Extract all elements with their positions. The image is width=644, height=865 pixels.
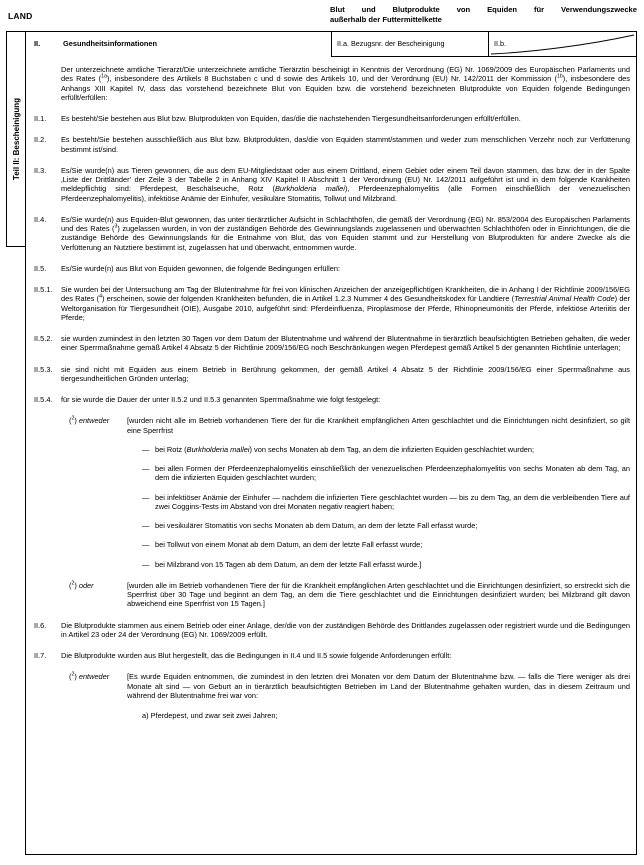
item-ii3 xyxy=(34,166,630,203)
health-info-header-cell xyxy=(26,32,331,57)
dash: — xyxy=(142,540,150,550)
part-ii-sidebar xyxy=(6,31,26,247)
option-intro: [wurden nicht alle im Betrieb vorhandenen Tiere der für die Krankheit empfänglichen Arten geschlachtet und die Einrichtungen nicht desinfiziert, so gilt eine Sperrfrist xyxy=(127,416,630,435)
country-label: LAND xyxy=(8,11,33,21)
option-oder-1 xyxy=(69,581,630,609)
option-label: ($^2$) entweder xyxy=(69,415,110,426)
reference-number-field: II.a. Bezugsnr. der Bescheinigung xyxy=(331,32,488,57)
footnote-4: 4 xyxy=(99,293,102,300)
option-text xyxy=(127,416,630,569)
item-ii7 xyxy=(34,651,630,660)
item-ii52 xyxy=(34,334,630,353)
option-text: [Es wurde Equiden entnommen, die zumindest in den letzten drei Monaten vor dem Datum der Blutentnahme bzw. — falls die Tiere weniger als drei Monate alt sind — von Geburt an in tierärztlich beaufsichtigten Betrieben im Land der Blutentnahme gehalten wurden, das in diesem Zeitraum und während der Blutentnahme frei war von: a) Pferdepest, und zwar seit zwei Jahren; xyxy=(127,672,630,720)
iib-label: II.b. xyxy=(494,39,506,48)
dash: — xyxy=(142,492,150,502)
footnote-2: 2 xyxy=(71,415,75,422)
item-text: sie wurden zumindest in den letzten 30 Tagen vor dem Datum der Blutentnahme und während der Blutentnahme in tierärztlich beaufsichtigten Betrieben gehalten, die weder einer Sperrmaßnahme gemäß Artikel 4 Absatz 5 der Richtlinie 2009/156/EG noch Beschränkungen wegen Pferdepest gemäß Artikel 5 der genannten Richtlinie unterlagen; xyxy=(61,334,630,353)
footnote-1b: 1b xyxy=(556,73,563,80)
part-ii-label: Teil II: Bescheinigung xyxy=(11,97,21,181)
document-title-line1: Blut und Blutprodukte von Equiden für Verwendungszwecke xyxy=(330,5,637,14)
option-label: ($^2$) oder xyxy=(69,580,94,590)
section-number: II. xyxy=(34,39,41,48)
item-number: II.6. xyxy=(34,620,47,630)
option-text: [wurden alle im Betrieb vorhandenen Tiere der für die Krankheit empfänglichen Arten geschlachtet und die Einrichtungen desinfiziert, so erstreckt sich die Sperrfrist über 30 Tage und beginnt an dem Tag, an dem die Tiere geschlachtet und die Einrichtungen desinfiziert wurden; bei Milzbrand gilt davon abweichend eine Sperrfrist von 15 Tagen.] xyxy=(127,580,630,609)
strike-through-line xyxy=(489,32,636,56)
iib-field xyxy=(488,32,636,57)
bullet-tollwut: — bei Tollwut von einem Monat ab dem Datum, an dem der letzte Fall erfasst wurde; xyxy=(142,540,423,550)
item-number: II.3. xyxy=(34,165,47,175)
item-ii6 xyxy=(34,621,630,640)
document-title-line2: außerhalb der Futtermittelkette xyxy=(330,15,442,25)
footnote-2: 2 xyxy=(71,580,75,587)
item-text: für sie wurde die Dauer der unter II.5.2 und II.5.3 genannten Sperrmaßnahme wie folgt festgelegt: xyxy=(61,395,381,404)
item-text: Es besteht/Sie bestehen ausschließlich aus Blut bzw. Blutprodukten, das/die von Equiden stammt/stammen und weder zum menschlichen Verzehr noch zur Verfütterung bestimmt ist/sind. xyxy=(61,135,630,154)
dash: — xyxy=(142,521,150,530)
item-text: Es besteht/Sie bestehen aus Blut bzw. Blutprodukten von Equiden, das/die die nachstehenden Tiergesundheitsanforderungen erfüllt/erfüllen. xyxy=(61,114,521,123)
dash: — xyxy=(142,559,150,569)
option-entweder-1 xyxy=(69,416,630,569)
option-entweder-2 xyxy=(69,672,630,720)
bullet-stomatitis: — bei vesikulärer Stomatitis von sechs Monaten ab dem Datum, an dem der letzte Fall erfasst wurde; xyxy=(142,521,478,530)
option-label: ($^2$) entweder xyxy=(69,671,110,682)
table-header-row xyxy=(26,32,636,57)
item-number: II.5.2. xyxy=(34,334,53,343)
item-ii54 xyxy=(34,395,630,404)
dash: — xyxy=(142,464,150,473)
item-number: II.2. xyxy=(34,135,47,145)
item-text: Sie wurden bei der Untersuchung am Tag der Blutentnahme für frei von klinischen Anzeichen der anzeigepflichtigen Krankheiten, die in Anhang I der Richtlinie 2009/156/EG des Rates ($^4$) erscheinen, sowie der folgenden Krankheiten befunden, die in Artikel 1.2.3 Nummer 4 des Gesundheitskodex für Landtiere (Terrestrial Animal Health Code) der Weltorganisation für Tiergesundheit (OIE), Ausgabe 2010, aufgeführt sind: Pferdeinfluenza, Piroplasmose der Pferde, Rhinopneumonitis der Pferde, infektiöse Arteriitis der Pferde; xyxy=(61,285,631,322)
item-ii2 xyxy=(34,135,630,154)
item-number: II.5.4. xyxy=(34,395,53,404)
item-ii53 xyxy=(34,365,630,384)
item-ii51 xyxy=(34,285,630,322)
item-ii1 xyxy=(34,114,630,123)
item-number: II.5.3. xyxy=(34,364,53,374)
item-text: sie sind nicht mit Equiden aus einem Betrieb in Berührung gekommen, der gemäß Artikel 4 Absatz 5 der Richtlinie 2009/156/EG einer Sperrmaßnahme aus tiergesundheitlichen Gründen unterlag; xyxy=(61,364,630,383)
intro-paragraph: Der unterzeichnete amtliche Tierarzt/Die unterzeichnete amtliche Tierärztin bescheinigt in Kenntnis der Verordnung (EG) Nr. 1069/2009 des Europäischen Parlaments und des Rates ($^{1a}$), insbesondere des Artikels 8 Buchstaben c und d sowie des Artikels 10, und der Verordnung (EU) Nr. 142/2011 der Kommission ($^{1b}$), insbesondere des Anhangs XIII Kapitel IV, dass das vorstehend bezeichnete Blut von Equiden bzw. die vorstehend bezeichneten Blutprodukte von Equiden folgende Bedingungen erfüllt/erfüllen: xyxy=(61,65,630,102)
item-number: II.1. xyxy=(34,114,47,123)
footnote-2: 2 xyxy=(71,671,75,678)
certificate-table xyxy=(25,31,637,855)
document-title xyxy=(330,5,637,25)
item-number: II.5. xyxy=(34,263,47,273)
item-text: Die Blutprodukte wurden aus Blut hergestellt, das die Bedingungen in II.4 und II.5 sowie folgende Anforderungen erfüllt: xyxy=(61,651,452,660)
item-text: Es/Sie wurde(n) aus Equiden-Blut gewonnen, das unter tierärztlicher Aufsicht in Schlachthöfen, die gemäß der Verordnung (EG) Nr. 853/2004 des Europäischen Parlaments und des Rates ($^3$) zugelassen wurden, in von der zuständigen Behörde des Gewinnungslands zugelassenen und überwachten Schlachthöfen oder in Einrichtungen, die die zuständige Behörde des Gewinnungslands für die Entnahme von Blut, das von Equiden stammt und zur Herstellung von Blutprodukten für andere Zwecke als die Verfütterung an Nutztiere bestimmt ist, zugelassen hat und überwacht, entnommen wurde. xyxy=(61,214,630,252)
item-number: II.4. xyxy=(34,214,47,224)
item-number: II.7. xyxy=(34,651,47,660)
sub-item-a: a) Pferdepest, und zwar seit zwei Jahren; xyxy=(142,711,278,720)
item-text: Es/Sie wurde(n) aus Blut von Equiden gewonnen, die folgende Bedingungen erfüllen: xyxy=(61,263,340,273)
item-ii5 xyxy=(34,264,630,273)
item-ii4 xyxy=(34,215,630,252)
item-text: Es/Sie wurde(n) aus Tieren gewonnen, die aus dem EU-Mitgliedstaat oder aus einem Drittland, einem Gebiet oder einem Teil davon stammen, das bzw. der in der Spalte ‚Liste der Drittländer’ der Zeile 3 der Tabelle 2 in Anhang XIV Kapitel II Abschnitt 1 der Verordnung (EU) Nr. 142/2011 aufgeführt ist und in dem folgende Krankheiten meldepflichtig sind: Pferdepest, Beschälseuche, Rotz (Burkholderia mallei), Pferdeenzephalomyelitis (alle Formen einschließlich der venezuelischen Pferdeenzephalomyelitis), infektiöse Anämie der Einhufer, vesikuläre Stomatitis, Tollwut und Milzbrand. xyxy=(61,165,630,203)
dash: — xyxy=(142,444,150,454)
certificate-body xyxy=(26,57,636,720)
footnote-1a: 1a xyxy=(101,73,107,80)
footnote-3: 3 xyxy=(114,223,118,230)
bullet-anaemie: — bei infektiöser Anämie der Einhufer — nachdem die infizierten Tiere geschlachtet wurden — bis zu dem Tag, an dem die verbleibenden Tiere auf zwei Coggins-Tests im Abstand von drei Monaten negativ reagiert haben; xyxy=(142,492,630,511)
bullet-enzephalomyelitis: — bei allen Formen der Pferdeenzephalomyelitis einschließlich der venezuelischen Pferdeenzephalomyelitis von sechs Monaten ab dem Tag, an dem die infizierten Equiden geschlachtet wurden; xyxy=(142,464,630,483)
bullet-rotz: — bei Rotz (Burkholderia mallei) von sechs Monaten ab dem Tag, an dem die infizierten Equiden geschlachtet wurden; xyxy=(142,444,535,454)
bullet-milzbrand: — bei Milzbrand von 15 Tagen ab dem Datum, an dem der letzte Fall erfasst wurde.] xyxy=(142,559,422,569)
section-title: Gesundheitsinformationen xyxy=(63,39,158,48)
item-text: Die Blutprodukte stammen aus einem Betrieb oder einer Anlage, der/die von der zuständigen Behörde des Drittlandes zugelassen oder registriert wurde und die Bedingungen in Artikel 23 oder 24 der Verordnung (EG) Nr. 1069/2009 erfüllt. xyxy=(61,620,630,639)
item-number: II.5.1. xyxy=(34,285,53,294)
